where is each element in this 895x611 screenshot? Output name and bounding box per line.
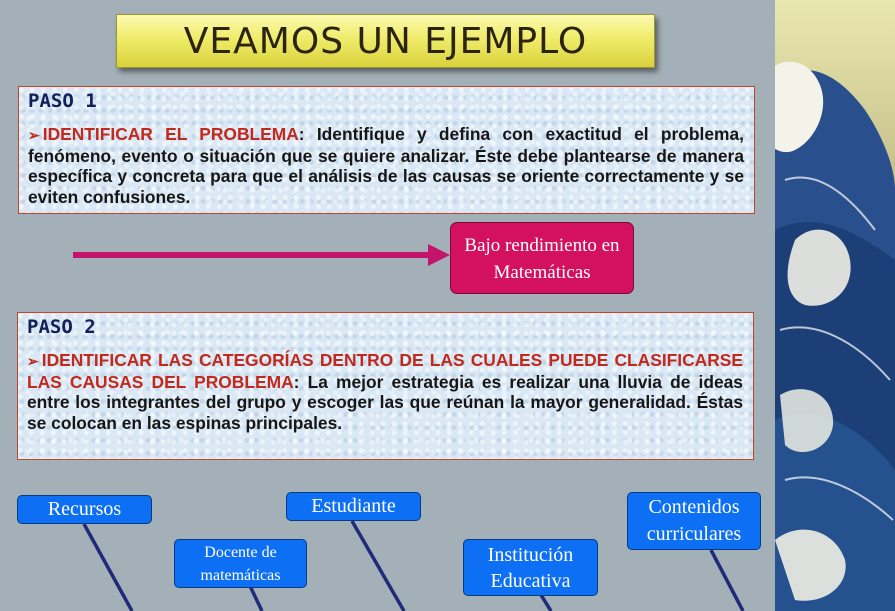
bone-contenidos xyxy=(711,550,743,611)
category-estudiante xyxy=(286,492,421,521)
category-contenidos-line-1: Contenidos xyxy=(648,496,740,518)
bone-recursos xyxy=(84,524,132,611)
category-contenidos-line-2: curriculares xyxy=(646,523,742,545)
category-docente-line-2: matemáticas xyxy=(200,566,281,584)
step-1-label: PASO 1 xyxy=(28,90,97,112)
category-docente-line-1: Docente de xyxy=(204,543,277,561)
category-docente xyxy=(174,539,307,588)
category-institucion xyxy=(463,539,598,596)
bone-institucion xyxy=(541,595,551,611)
step-2-highlight: IDENTIFICAR LAS CATEGORÍAS DENTRO DE LAS CUALES PUEDE CLASIFICARSE LAS CAUSAS DEL PROBLEMA xyxy=(27,350,743,392)
bullet-arrow-icon: ➢ xyxy=(28,127,40,143)
problem-line-2: Matemáticas xyxy=(493,262,591,283)
category-contenidos xyxy=(627,492,761,550)
problem-line-1: Bajo rendimiento en xyxy=(464,235,620,256)
category-institucion-line-1: Institución xyxy=(487,543,574,566)
category-estudiante-label: Estudiante xyxy=(311,495,396,517)
category-institucion-line-2: Educativa xyxy=(490,569,571,592)
page-title: VEAMOS UN EJEMPLO xyxy=(183,20,588,62)
step-2-label: PASO 2 xyxy=(27,316,96,338)
step-1-description: : Identifique y defina con exactitud el problema, fenómeno, evento o situación que se quiere analizar. Éste debe plantearse de manera específica y concreta para que el análisis de las causas se oriente correctamente y se eviten confusiones. xyxy=(28,124,744,207)
category-recursos-label: Recursos xyxy=(47,498,122,520)
bone-docente xyxy=(250,586,262,611)
step-1-highlight: IDENTIFICAR EL PROBLEMA xyxy=(42,124,299,144)
category-recursos xyxy=(17,495,152,524)
bullet-arrow-icon: ➢ xyxy=(27,353,39,369)
step-2-description: : La mejor estrategia es realizar una lluvia de ideas entre los integrantes del grupo y escoger las que reúnan la mayor generalidad. Éstas se colocan en las espinas principales. xyxy=(27,371,743,433)
bone-estudiante xyxy=(352,521,404,611)
